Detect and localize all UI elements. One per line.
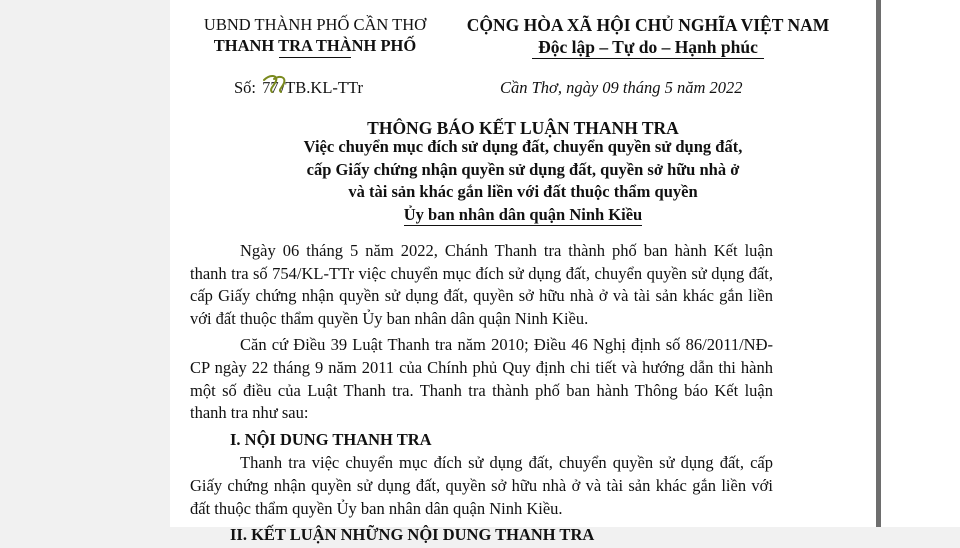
parent-agency-name: UBND THÀNH PHỐ CẦN THƠ	[203, 15, 427, 34]
subtitle-last-line: Ủy ban nhân dân quận Ninh Kiều	[403, 204, 643, 224]
section-heading: II. KẾT LUẬN NHỮNG NỘI DUNG THANH TRA	[230, 525, 595, 545]
document-page	[170, 0, 876, 545]
document-number	[234, 78, 363, 98]
document-number-value	[260, 78, 281, 98]
section-heading: I. NỘI DUNG THANH TRA	[230, 429, 432, 449]
issuing-agency-name: THANH TRA THÀNH PHỐ	[213, 36, 417, 55]
national-motto: Độc lập – Tự do – Hạnh phúc	[538, 37, 758, 57]
subtitle-line: và tài sản khác gắn liền với đất thuộc thẩm quyền	[348, 182, 698, 201]
body-paragraph: Ngày 06 tháng 5 năm 2022, Chánh Thanh tra thành phố ban hành Kết luận thanh tra số 754/KL-TTr việc chuyển mục đích sử dụng đất, chuyển quyền sử dụng đất, cấp Giấy chứng nhận quyền sử dụng đất, quyền sở hữu nhà ở và tài sản khác gắn liền với đất thuộc thẩm quyền Ủy ban nhân dân quận Ninh Kiều.	[190, 241, 773, 328]
document-number-suffix: /TB.KL-TTr	[280, 78, 363, 97]
body-paragraph: Căn cứ Điều 39 Luật Thanh tra năm 2010; Điều 46 Nghị định số 86/2011/NĐ-CP ngày 22 tháng 9 năm 2011 của Chính phủ Quy định chi tiết và hướng dẫn thi hành một số điều của Luật Thanh tra. Thanh tra thành phố ban hành Thông báo Kết luận thanh tra như sau:	[190, 335, 773, 423]
subtitle-line: cấp Giấy chứng nhận quyền sử dụng đất, quyền sở hữu nhà ở	[306, 159, 740, 179]
document-number-label: Số:	[234, 78, 257, 97]
place-and-date: Cần Thơ, ngày 09 tháng 5 năm 2022	[500, 78, 743, 97]
handwritten-number: 77	[262, 78, 279, 97]
document-body	[190, 240, 773, 548]
motto-underline	[532, 58, 764, 59]
subtitle-line	[230, 204, 816, 227]
agency-underline	[279, 57, 351, 58]
national-motto-block	[438, 14, 858, 59]
country-name: CỘNG HÒA XÃ HỘI CHỦ NGHĨA VIỆT NAM	[466, 15, 830, 35]
issuing-agency-block	[170, 14, 460, 58]
subtitle-line: Việc chuyển mục đích sử dụng đất, chuyển quyền sử dụng đất,	[303, 137, 743, 156]
viewer-margin	[881, 0, 960, 527]
document-subtitle	[230, 136, 816, 226]
document-title: THÔNG BÁO KẾT LUẬN THANH TRA	[367, 118, 679, 138]
body-paragraph: Thanh tra việc chuyển mục đích sử dụng đất, chuyển quyền sử dụng đất, cấp Giấy chứng nhận quyền sử dụng đất, quyền sở hữu nhà ở và tài sản khác gắn liền với đất thuộc thẩm quyền Ủy ban nhân dân quận Ninh Kiều.	[190, 453, 773, 518]
